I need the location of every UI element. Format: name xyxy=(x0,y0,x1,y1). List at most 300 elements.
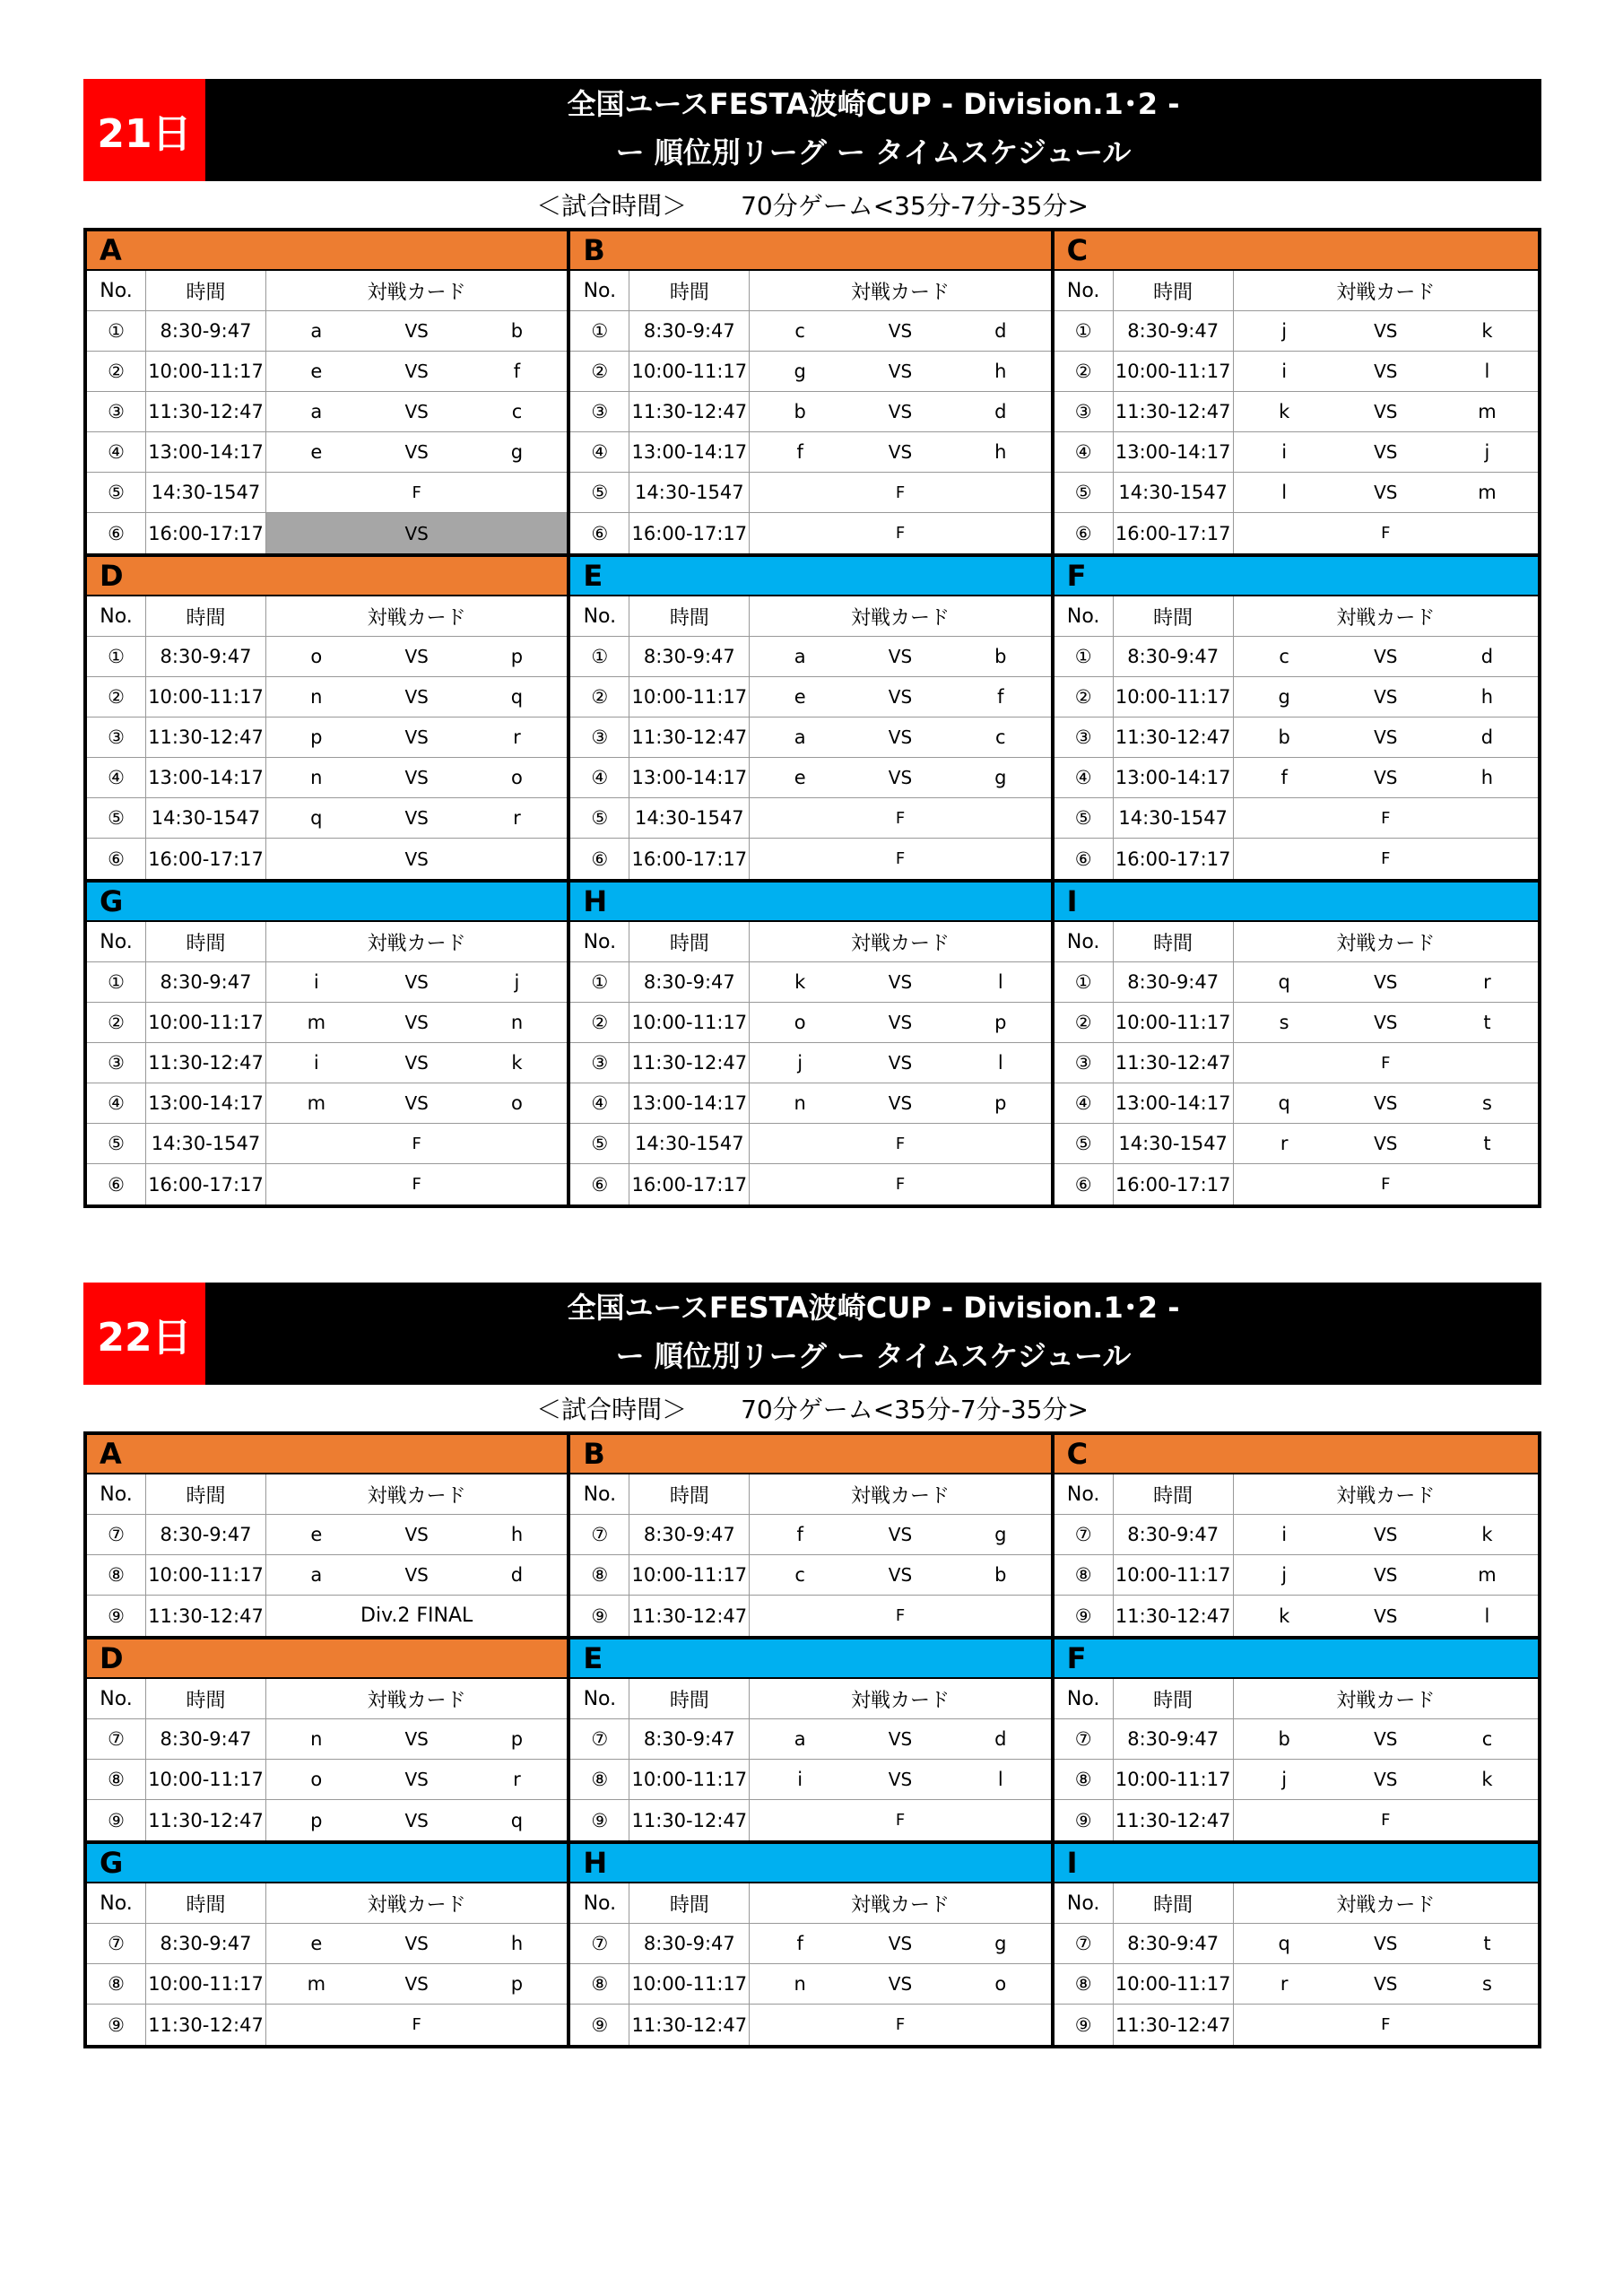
match-number: ⑦ xyxy=(87,1515,146,1554)
table-row xyxy=(87,311,567,352)
column-header-row xyxy=(1055,922,1538,962)
table-row xyxy=(1055,962,1538,1003)
table-row xyxy=(570,432,1050,473)
match-time: 11:30-12:47 xyxy=(146,1596,266,1636)
col-time-header: 時間 xyxy=(629,922,750,961)
title-banner xyxy=(83,79,1541,181)
team-right: d xyxy=(994,401,1007,422)
match-card xyxy=(266,637,567,676)
banner-title-line2: ー 順位別リーグ ー タイムスケジュール xyxy=(615,135,1132,170)
group-header: I xyxy=(1055,883,1538,922)
match-number: ⑤ xyxy=(87,798,146,838)
vs-label: VS xyxy=(1374,1605,1398,1627)
team-right: b xyxy=(510,320,524,342)
vs-label: VS xyxy=(404,1012,429,1033)
team-left: m xyxy=(307,1973,326,1995)
table-row xyxy=(1055,1515,1538,1555)
vs-label: VS xyxy=(404,1973,429,1995)
match-number: ⑥ xyxy=(87,839,146,879)
match-time: 13:00-14:17 xyxy=(146,432,266,472)
team-right: d xyxy=(994,320,1007,342)
table-row xyxy=(570,637,1050,677)
table-row xyxy=(1055,677,1538,718)
table-row xyxy=(87,1083,567,1124)
match-number: ⑨ xyxy=(570,1596,629,1636)
match-number: ④ xyxy=(570,432,629,472)
column-header-row xyxy=(570,1474,1050,1515)
match-card xyxy=(266,392,567,431)
match-time: 11:30-12:47 xyxy=(629,718,750,757)
team-right: r xyxy=(513,1769,521,1790)
match-time: 16:00-17:17 xyxy=(1114,1164,1234,1205)
match-note: F xyxy=(412,2015,421,2034)
match-number: ⑤ xyxy=(1055,798,1114,838)
vs-label: VS xyxy=(404,726,429,748)
team-right: o xyxy=(994,1973,1007,1995)
match-card xyxy=(266,1083,567,1123)
match-note: F xyxy=(895,1811,906,1830)
table-row xyxy=(1055,1800,1538,1840)
team-right: g xyxy=(510,441,524,463)
vs-label: VS xyxy=(404,1092,429,1114)
match-time: 10:00-11:17 xyxy=(1114,352,1234,391)
team-right: p xyxy=(994,1092,1007,1114)
match-time: 8:30-9:47 xyxy=(146,1924,266,1963)
team-right: g xyxy=(994,1524,1007,1545)
col-no-header: No. xyxy=(570,1474,629,1514)
vs-label: VS xyxy=(1374,401,1398,422)
column-header-row xyxy=(1055,596,1538,637)
match-time: 14:30-1547 xyxy=(146,798,266,838)
match-note: F xyxy=(895,849,906,868)
match-time: 11:30-12:47 xyxy=(1114,2005,1234,2045)
match-number: ② xyxy=(570,677,629,717)
match-number: ⑨ xyxy=(1055,2005,1114,2045)
team-right: r xyxy=(513,807,521,829)
team-right: g xyxy=(994,767,1007,788)
col-no-header: No. xyxy=(87,1474,146,1514)
vs-label: VS xyxy=(1374,1769,1398,1790)
match-time: 8:30-9:47 xyxy=(146,311,266,351)
vs-label: VS xyxy=(1374,1524,1398,1545)
group-a xyxy=(87,231,570,557)
match-number: ⑧ xyxy=(87,1964,146,2004)
col-match-header: 対戦カード xyxy=(1336,281,1436,304)
team-left: e xyxy=(310,441,323,463)
team-left: n xyxy=(310,1728,323,1750)
table-row xyxy=(570,1964,1050,2005)
team-right: p xyxy=(510,1973,524,1995)
table-row xyxy=(87,432,567,473)
groups-grid xyxy=(83,228,1541,1208)
col-no-header: No. xyxy=(1055,596,1114,636)
match-card xyxy=(266,473,567,512)
match-card xyxy=(750,311,1050,351)
col-match-header: 対戦カード xyxy=(367,1484,466,1508)
col-no-header: No. xyxy=(1055,1679,1114,1718)
team-right: f xyxy=(513,361,521,382)
col-time-header: 時間 xyxy=(629,1679,750,1718)
group-header: A xyxy=(87,231,567,271)
match-card xyxy=(1234,432,1538,472)
match-card xyxy=(1234,798,1538,838)
team-right: h xyxy=(510,1933,524,1954)
team-left: a xyxy=(310,320,323,342)
match-number: ③ xyxy=(1055,392,1114,431)
team-right: b xyxy=(994,1564,1007,1586)
match-number: ⑦ xyxy=(1055,1924,1114,1963)
match-time: 11:30-12:47 xyxy=(1114,718,1234,757)
match-card xyxy=(1234,1164,1538,1205)
team-left: q xyxy=(1278,1933,1290,1954)
group-c xyxy=(1055,1435,1538,1639)
match-number: ⑧ xyxy=(87,1555,146,1595)
match-time: 10:00-11:17 xyxy=(629,352,750,391)
table-row xyxy=(1055,352,1538,392)
col-match-header: 対戦カード xyxy=(850,1689,950,1712)
match-number: ⑥ xyxy=(1055,513,1114,553)
group-header: H xyxy=(570,1844,1050,1883)
match-card xyxy=(750,962,1050,1002)
vs-label: VS xyxy=(404,971,429,993)
table-row xyxy=(87,1760,567,1800)
col-no-header: No. xyxy=(87,271,146,310)
group-e xyxy=(570,557,1054,883)
match-time: 10:00-11:17 xyxy=(629,1964,750,2004)
match-time: 8:30-9:47 xyxy=(146,962,266,1002)
team-left: f xyxy=(796,1524,803,1545)
match-card xyxy=(1234,677,1538,717)
vs-label: VS xyxy=(404,441,429,463)
vs-label: VS xyxy=(1374,1728,1398,1750)
vs-label: VS xyxy=(404,1728,429,1750)
team-right: d xyxy=(994,1728,1007,1750)
match-time: 16:00-17:17 xyxy=(146,1164,266,1205)
match-time: 8:30-9:47 xyxy=(146,1719,266,1759)
team-right: d xyxy=(510,1564,524,1586)
team-right: m xyxy=(1478,401,1497,422)
column-header-row xyxy=(570,271,1050,311)
match-card xyxy=(750,1515,1050,1554)
match-note: F xyxy=(895,1606,906,1625)
col-time-header: 時間 xyxy=(629,1883,750,1923)
team-right: q xyxy=(510,1809,524,1831)
match-card xyxy=(266,311,567,351)
group-h xyxy=(570,1844,1054,2045)
table-row xyxy=(570,1800,1050,1840)
match-time: 14:30-1547 xyxy=(146,1124,266,1163)
match-number: ⑥ xyxy=(570,839,629,879)
match-note: F xyxy=(1381,2015,1391,2034)
group-d xyxy=(87,1639,570,1844)
match-note: F xyxy=(1381,524,1391,543)
match-number: ③ xyxy=(1055,718,1114,757)
match-number: ⑨ xyxy=(1055,1800,1114,1840)
match-time: 11:30-12:47 xyxy=(629,392,750,431)
table-row xyxy=(87,392,567,432)
match-time: 11:30-12:47 xyxy=(1114,1043,1234,1083)
column-header-row xyxy=(570,1883,1050,1924)
match-time: 11:30-12:47 xyxy=(146,2005,266,2045)
match-card xyxy=(266,432,567,472)
match-card xyxy=(750,432,1050,472)
team-left: i xyxy=(1281,1524,1288,1545)
col-time-header: 時間 xyxy=(146,596,266,636)
match-time-line xyxy=(83,181,1541,228)
group-i xyxy=(1055,1844,1538,2045)
vs-label: VS xyxy=(888,1052,913,1074)
table-row xyxy=(570,758,1050,798)
match-time-label: ＜試合時間＞ xyxy=(536,1395,688,1424)
match-time: 11:30-12:47 xyxy=(146,718,266,757)
group-header: B xyxy=(570,231,1050,271)
match-number: ① xyxy=(570,962,629,1002)
team-left: p xyxy=(310,1809,323,1831)
match-number: ⑦ xyxy=(570,1719,629,1759)
col-time-header: 時間 xyxy=(1114,596,1234,636)
match-number: ⑥ xyxy=(1055,1164,1114,1205)
table-row xyxy=(87,352,567,392)
team-left: a xyxy=(310,401,323,422)
match-card xyxy=(1234,1083,1538,1123)
vs-label: VS xyxy=(1374,971,1398,993)
table-row xyxy=(87,1800,567,1840)
team-right: f xyxy=(997,686,1004,708)
col-no-header: No. xyxy=(1055,1883,1114,1923)
match-note: F xyxy=(1381,1053,1391,1073)
match-time: 13:00-14:17 xyxy=(1114,432,1234,472)
col-match-header: 対戦カード xyxy=(367,1893,466,1917)
match-number: ⑤ xyxy=(570,1124,629,1163)
team-left: n xyxy=(310,767,323,788)
match-number: ① xyxy=(570,311,629,351)
table-row xyxy=(1055,1164,1538,1205)
col-no-header: No. xyxy=(1055,271,1114,310)
match-number: ⑥ xyxy=(87,513,146,553)
group-header: D xyxy=(87,557,567,596)
table-row xyxy=(1055,1003,1538,1043)
table-row xyxy=(570,798,1050,839)
team-left: o xyxy=(310,1769,323,1790)
match-number: ④ xyxy=(570,1083,629,1123)
match-number: ② xyxy=(87,1003,146,1042)
group-header: G xyxy=(87,1844,567,1883)
match-time: 14:30-1547 xyxy=(629,473,750,512)
table-row xyxy=(87,798,567,839)
col-match-header: 対戦カード xyxy=(367,932,466,955)
team-left: k xyxy=(1279,401,1290,422)
col-no-header: No. xyxy=(570,271,629,310)
match-note: F xyxy=(412,483,421,502)
group-g xyxy=(87,1844,570,2045)
match-time: 10:00-11:17 xyxy=(146,677,266,717)
table-row xyxy=(87,758,567,798)
match-time: 14:30-1547 xyxy=(1114,798,1234,838)
match-number: ⑧ xyxy=(1055,1964,1114,2004)
team-left: a xyxy=(794,646,806,667)
team-right: d xyxy=(1480,726,1494,748)
team-left: b xyxy=(794,401,806,422)
team-left: j xyxy=(1281,320,1288,342)
match-time: 10:00-11:17 xyxy=(629,1555,750,1595)
match-card xyxy=(266,1164,567,1205)
group-header: F xyxy=(1055,1639,1538,1679)
col-time-header: 時間 xyxy=(146,922,266,961)
table-row xyxy=(87,1003,567,1043)
match-time: 10:00-11:17 xyxy=(1114,677,1234,717)
match-card xyxy=(1234,1964,1538,2004)
match-time: 8:30-9:47 xyxy=(1114,962,1234,1002)
team-left: n xyxy=(794,1973,806,1995)
match-number: ⑦ xyxy=(570,1515,629,1554)
col-no-header: No. xyxy=(87,922,146,961)
match-card xyxy=(1234,392,1538,431)
table-row xyxy=(1055,473,1538,513)
team-left: j xyxy=(1281,1769,1288,1790)
vs-label: VS xyxy=(404,686,429,708)
match-number: ② xyxy=(1055,677,1114,717)
match-note: F xyxy=(412,1175,421,1194)
vs-label: VS xyxy=(888,767,913,788)
table-row xyxy=(570,513,1050,553)
match-card xyxy=(266,1555,567,1595)
col-match-header: 対戦カード xyxy=(1336,1689,1436,1712)
match-card xyxy=(266,1043,567,1083)
col-match-header: 対戦カード xyxy=(367,606,466,630)
match-card xyxy=(1234,311,1538,351)
team-right: j xyxy=(1484,441,1490,463)
team-left: i xyxy=(313,971,319,993)
match-card xyxy=(750,513,1050,553)
match-time: 13:00-14:17 xyxy=(629,1083,750,1123)
match-card xyxy=(1234,1003,1538,1042)
match-card xyxy=(266,513,567,553)
team-right: d xyxy=(1480,646,1494,667)
match-number: ③ xyxy=(87,1043,146,1083)
table-row xyxy=(1055,637,1538,677)
match-number: ⑧ xyxy=(570,1555,629,1595)
team-left: q xyxy=(1278,1092,1290,1114)
team-left: e xyxy=(794,686,806,708)
match-card xyxy=(266,1760,567,1799)
table-row xyxy=(570,1043,1050,1083)
match-card xyxy=(1234,1719,1538,1759)
vs-label: VS xyxy=(404,1524,429,1545)
table-row xyxy=(1055,1924,1538,1964)
vs-label: VS xyxy=(888,1524,913,1545)
column-header-row xyxy=(570,922,1050,962)
match-time: 11:30-12:47 xyxy=(1114,1596,1234,1636)
match-time: 16:00-17:17 xyxy=(146,513,266,553)
match-card xyxy=(1234,637,1538,676)
groups-grid xyxy=(83,1431,1541,2048)
vs-label: VS xyxy=(888,1933,913,1954)
col-match-header: 対戦カード xyxy=(1336,606,1436,630)
vs-label: VS xyxy=(888,320,913,342)
team-right: t xyxy=(1483,1133,1491,1154)
team-right: l xyxy=(997,971,1003,993)
team-right: h xyxy=(1480,686,1494,708)
team-left: o xyxy=(794,1012,806,1033)
table-row xyxy=(570,718,1050,758)
match-time: 16:00-17:17 xyxy=(146,839,266,879)
banner-title-line2: ー 順位別リーグ ー タイムスケジュール xyxy=(615,1339,1132,1373)
match-time: 10:00-11:17 xyxy=(1114,1760,1234,1799)
day-badge: 21日 xyxy=(83,79,205,181)
table-row xyxy=(87,513,567,553)
column-header-row xyxy=(87,596,567,637)
col-no-header: No. xyxy=(1055,922,1114,961)
vs-label: VS xyxy=(1374,726,1398,748)
table-row xyxy=(1055,798,1538,839)
table-row xyxy=(1055,513,1538,553)
match-card xyxy=(750,392,1050,431)
match-time-value: 70分ゲーム<35分-7分-35分> xyxy=(741,1395,1089,1424)
team-left: f xyxy=(1280,767,1288,788)
match-time: 11:30-12:47 xyxy=(629,1043,750,1083)
match-card xyxy=(1234,352,1538,391)
vs-label: VS xyxy=(888,646,913,667)
group-f xyxy=(1055,1639,1538,1844)
match-time: 16:00-17:17 xyxy=(629,1164,750,1205)
table-row xyxy=(570,473,1050,513)
vs-label: VS xyxy=(404,1564,429,1586)
match-number: ② xyxy=(1055,1003,1114,1042)
match-number: ⑥ xyxy=(570,513,629,553)
group-header: C xyxy=(1055,231,1538,271)
vs-label: VS xyxy=(1374,1933,1398,1954)
vs-label: VS xyxy=(1374,361,1398,382)
match-number: ⑨ xyxy=(87,2005,146,2045)
col-match-header: 対戦カード xyxy=(367,1689,466,1712)
vs-label: VS xyxy=(888,971,913,993)
match-number: ① xyxy=(570,637,629,676)
team-right: r xyxy=(513,726,521,748)
table-row xyxy=(570,1003,1050,1043)
match-note: F xyxy=(895,808,906,828)
vs-label: VS xyxy=(404,1933,429,1954)
team-left: n xyxy=(794,1092,806,1114)
column-header-row xyxy=(87,1679,567,1719)
match-number: ⑦ xyxy=(570,1924,629,1963)
match-number: ⑧ xyxy=(1055,1760,1114,1799)
match-time: 13:00-14:17 xyxy=(629,758,750,797)
vs-label: VS xyxy=(888,441,913,463)
table-row xyxy=(87,718,567,758)
match-time: 16:00-17:17 xyxy=(1114,513,1234,553)
match-card xyxy=(750,352,1050,391)
match-card xyxy=(266,1515,567,1554)
day-22-schedule xyxy=(83,1283,1541,2048)
col-match-header: 対戦カード xyxy=(850,1893,950,1917)
match-card xyxy=(266,1596,567,1636)
vs-label: VS xyxy=(888,1012,913,1033)
match-card xyxy=(750,1760,1050,1799)
team-left: c xyxy=(794,320,805,342)
table-row xyxy=(87,1164,567,1205)
match-time: 11:30-12:47 xyxy=(146,1043,266,1083)
group-header: B xyxy=(570,1435,1050,1474)
match-card xyxy=(266,1124,567,1163)
col-time-header: 時間 xyxy=(1114,271,1234,310)
match-note: F xyxy=(412,1134,421,1153)
match-card xyxy=(750,1924,1050,1963)
vs-label: VS xyxy=(404,807,429,829)
match-number: ⑥ xyxy=(570,1164,629,1205)
column-header-row xyxy=(1055,1679,1538,1719)
team-left: f xyxy=(796,1933,803,1954)
col-time-header: 時間 xyxy=(146,271,266,310)
